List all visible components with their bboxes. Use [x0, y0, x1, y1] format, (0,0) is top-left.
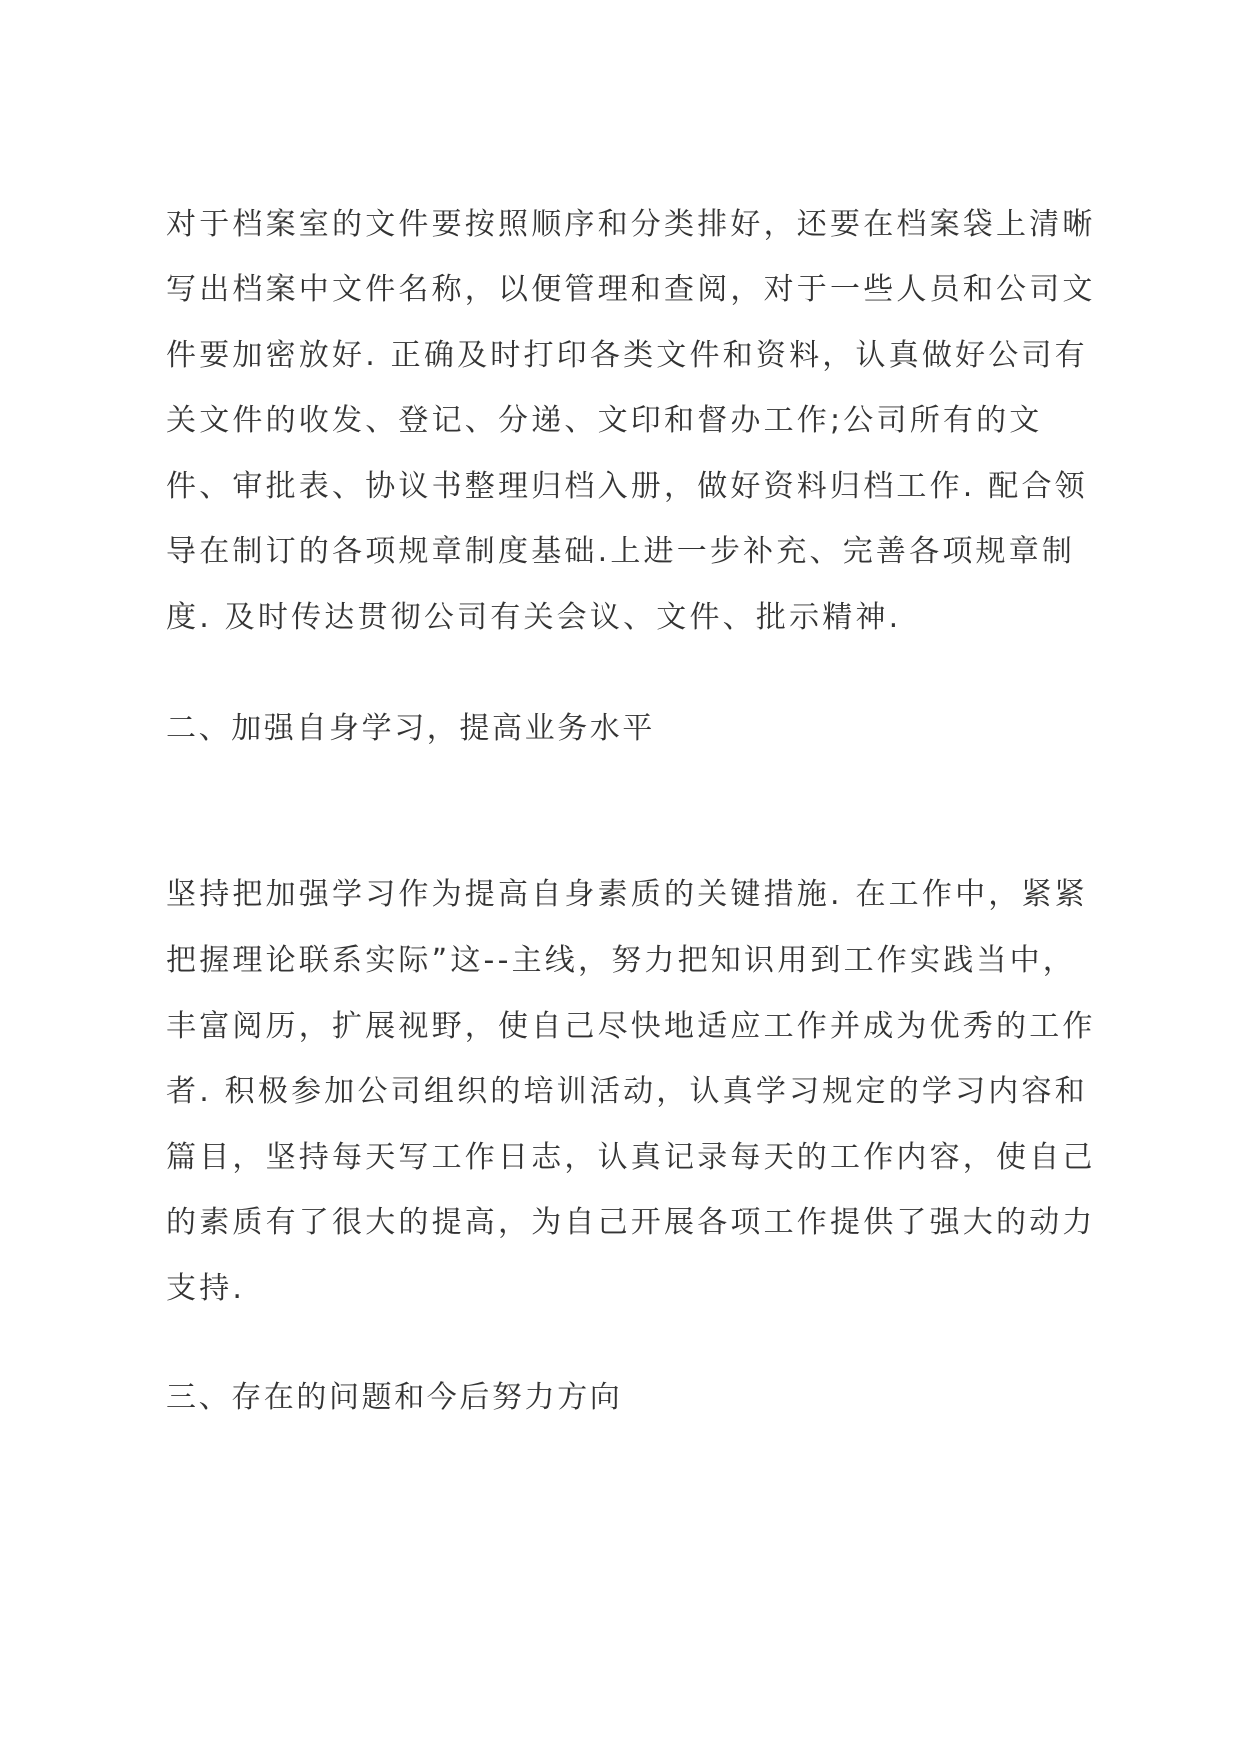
text-line: 导在制订的各项规章制度基础.上进一步补充、完善各项规章制 — [166, 534, 1076, 569]
text-line: 度. 及时传达贯彻公司有关会议、文件、批示精神. — [166, 600, 902, 635]
text-line: 丰富阅历，扩展视野，使自己尽快地适应工作并成为优秀的工作 — [166, 1009, 1096, 1044]
text-line: 件要加密放好. 正确及时打印各类文件和资料，认真做好公司有 — [166, 338, 1088, 373]
section-heading-3: 三、存在的问题和今后努力方向 — [166, 1380, 623, 1415]
text-line: 件、审批表、协议书整理归档入册，做好资料归档工作. 配合领 — [166, 469, 1088, 504]
text-line: 篇目，坚持每天写工作日志，认真记录每天的工作内容，使自己 — [166, 1140, 1096, 1175]
text-line: 坚持把加强学习作为提高自身素质的关键措施. 在工作中，紧紧 — [166, 877, 1088, 912]
text-line: 者. 积极参加公司组织的培训活动，认真学习规定的学习内容和 — [166, 1074, 1088, 1109]
text-line: 关文件的收发、登记、分递、文印和督办工作;公司所有的文 — [166, 403, 1043, 438]
section-heading-2: 二、加强自身学习，提高业务水平 — [166, 711, 655, 746]
text-line: 的素质有了很大的提高，为自己开展各项工作提供了强大的动力 — [166, 1205, 1096, 1240]
text-line: 把握理论联系实际”这--主线，努力把知识用到工作实践当中， — [166, 943, 1076, 978]
text-line: 写出档案中文件名称，以便管理和查阅，对于一些人员和公司文 — [166, 272, 1096, 307]
text-line: 对于档案室的文件要按照顺序和分类排好，还要在档案袋上清晰 — [166, 207, 1096, 242]
text-line: 支持. — [166, 1271, 246, 1306]
